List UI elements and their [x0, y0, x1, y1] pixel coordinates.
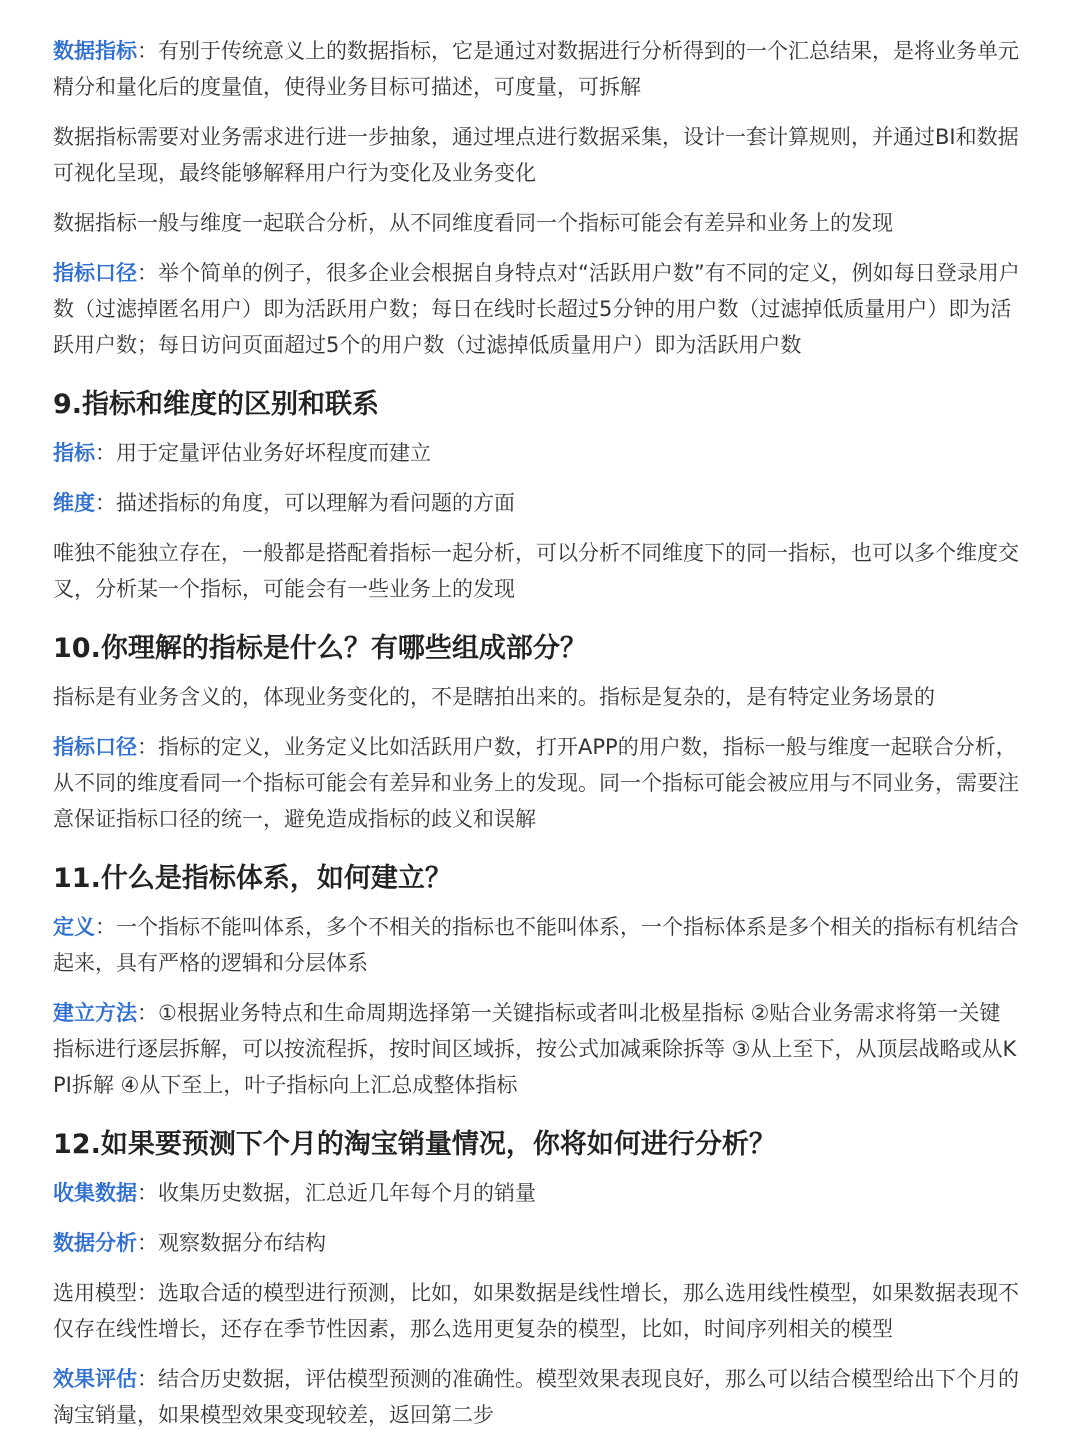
paragraph-metric-def	[53, 435, 1020, 471]
paragraph-metric-caliber-2	[53, 729, 1020, 837]
term-label: 指标口径	[53, 735, 137, 759]
term-label: 数据分析	[53, 1231, 137, 1255]
section-heading-12: 12.如果要预测下个月的淘宝销量情况，你将如何进行分析？	[53, 1129, 776, 1160]
term-label: 收集数据	[53, 1181, 137, 1205]
paragraph-data-analysis	[53, 1225, 1020, 1261]
paragraph-system-def	[53, 909, 1020, 981]
paragraph-build-method	[53, 995, 1020, 1103]
paragraph-text: ：指标的定义，业务定义比如活跃用户数，打开APP的用户数，指标一般与维度一起联合分析，从不同的维度看同一个指标可能会有差异和业务上的发现。同一个指标可能会被应用与不同业务，需要注意保证指标口径的统一，避免造成指标的歧义和误解	[53, 735, 1019, 831]
term-label: 数据指标	[53, 39, 137, 63]
paragraph-text: ：结合历史数据，评估模型预测的准确性。模型效果表现良好，那么可以结合模型给出下个月的淘宝销量，如果模型效果变现较差，返回第二步	[53, 1367, 1019, 1427]
paragraph-text: 唯独不能独立存在，一般都是搭配着指标一起分析，可以分析不同维度下的同一指标，也可以多个维度交叉，分析某一个指标，可能会有一些业务上的发现	[53, 541, 1019, 601]
paragraph-dimension-def	[53, 485, 1020, 521]
paragraph-metric-abstraction	[53, 119, 1020, 191]
term-label: 指标口径	[53, 261, 137, 285]
term-label: 维度	[53, 491, 95, 515]
paragraph-metric-caliber	[53, 255, 1020, 363]
paragraph-dimension-usage	[53, 535, 1020, 607]
paragraph-data-metric	[53, 33, 1020, 105]
paragraph-text: ：举个简单的例子，很多企业会根据自身特点对“活跃用户数”有不同的定义，例如每日登录用户数（过滤掉匿名用户）即为活跃用户数；每日在线时长超过5分钟的用户数（过滤掉低质量用户）即为活跃用户数；每日访问页面超过5个的用户数（过滤掉低质量用户）即为活跃用户数	[53, 261, 1020, 357]
paragraph-text: ：①根据业务特点和生命周期选择第一关键指标或者叫北极星指标 ②贴合业务需求将第一关键指标进行逐层拆解，可以按流程拆，按时间区域拆，按公式加减乘除拆等 ③从上至下，从顶层战略或从KPI拆解 ④从下至上，叶子指标向上汇总成整体指标	[53, 1001, 1017, 1097]
section-heading-9: 9.指标和维度的区别和联系	[53, 389, 380, 420]
paragraph-metric-meaning	[53, 679, 1020, 715]
paragraph-text: ：描述指标的角度，可以理解为看问题的方面	[95, 491, 515, 515]
term-label: 定义	[53, 915, 95, 939]
paragraph-text: ：用于定量评估业务好坏程度而建立	[95, 441, 431, 465]
paragraph-text: 数据指标需要对业务需求进行进一步抽象，通过埋点进行数据采集，设计一套计算规则，并通过BI和数据可视化呈现，最终能够解释用户行为变化及业务变化	[53, 125, 1019, 185]
term-label: 效果评估	[53, 1367, 137, 1391]
paragraph-text: ：一个指标不能叫体系，多个不相关的指标也不能叫体系，一个指标体系是多个相关的指标有机结合起来，具有严格的逻辑和分层体系	[53, 915, 1019, 975]
paragraph-model-selection	[53, 1275, 1020, 1347]
term-label: 建立方法	[53, 1001, 137, 1025]
paragraph-text: 指标是有业务含义的，体现业务变化的，不是瞎拍出来的。指标是复杂的，是有特定业务场景的	[53, 685, 935, 709]
paragraph-text: ：收集历史数据，汇总近几年每个月的销量	[137, 1181, 536, 1205]
paragraph-text: ：有别于传统意义上的数据指标，它是通过对数据进行分析得到的一个汇总结果，是将业务单元精分和量化后的度量值，使得业务目标可描述，可度量，可拆解	[53, 39, 1019, 99]
paragraph-metric-dimension	[53, 205, 1020, 241]
paragraph-text: ：观察数据分布结构	[137, 1231, 326, 1255]
term-label: 指标	[53, 441, 95, 465]
section-heading-10: 10.你理解的指标是什么？有哪些组成部分？	[53, 633, 587, 664]
paragraph-text: 选用模型：选取合适的模型进行预测，比如，如果数据是线性增长，那么选用线性模型，如果数据表现不仅存在线性增长，还存在季节性因素，那么选用更复杂的模型，比如，时间序列相关的模型	[53, 1281, 1019, 1341]
paragraph-evaluation	[53, 1361, 1020, 1433]
paragraph-text: 数据指标一般与维度一起联合分析，从不同维度看同一个指标可能会有差异和业务上的发现	[53, 211, 893, 235]
section-heading-11: 11.什么是指标体系，如何建立？	[53, 863, 452, 894]
paragraph-collect-data	[53, 1175, 1020, 1211]
